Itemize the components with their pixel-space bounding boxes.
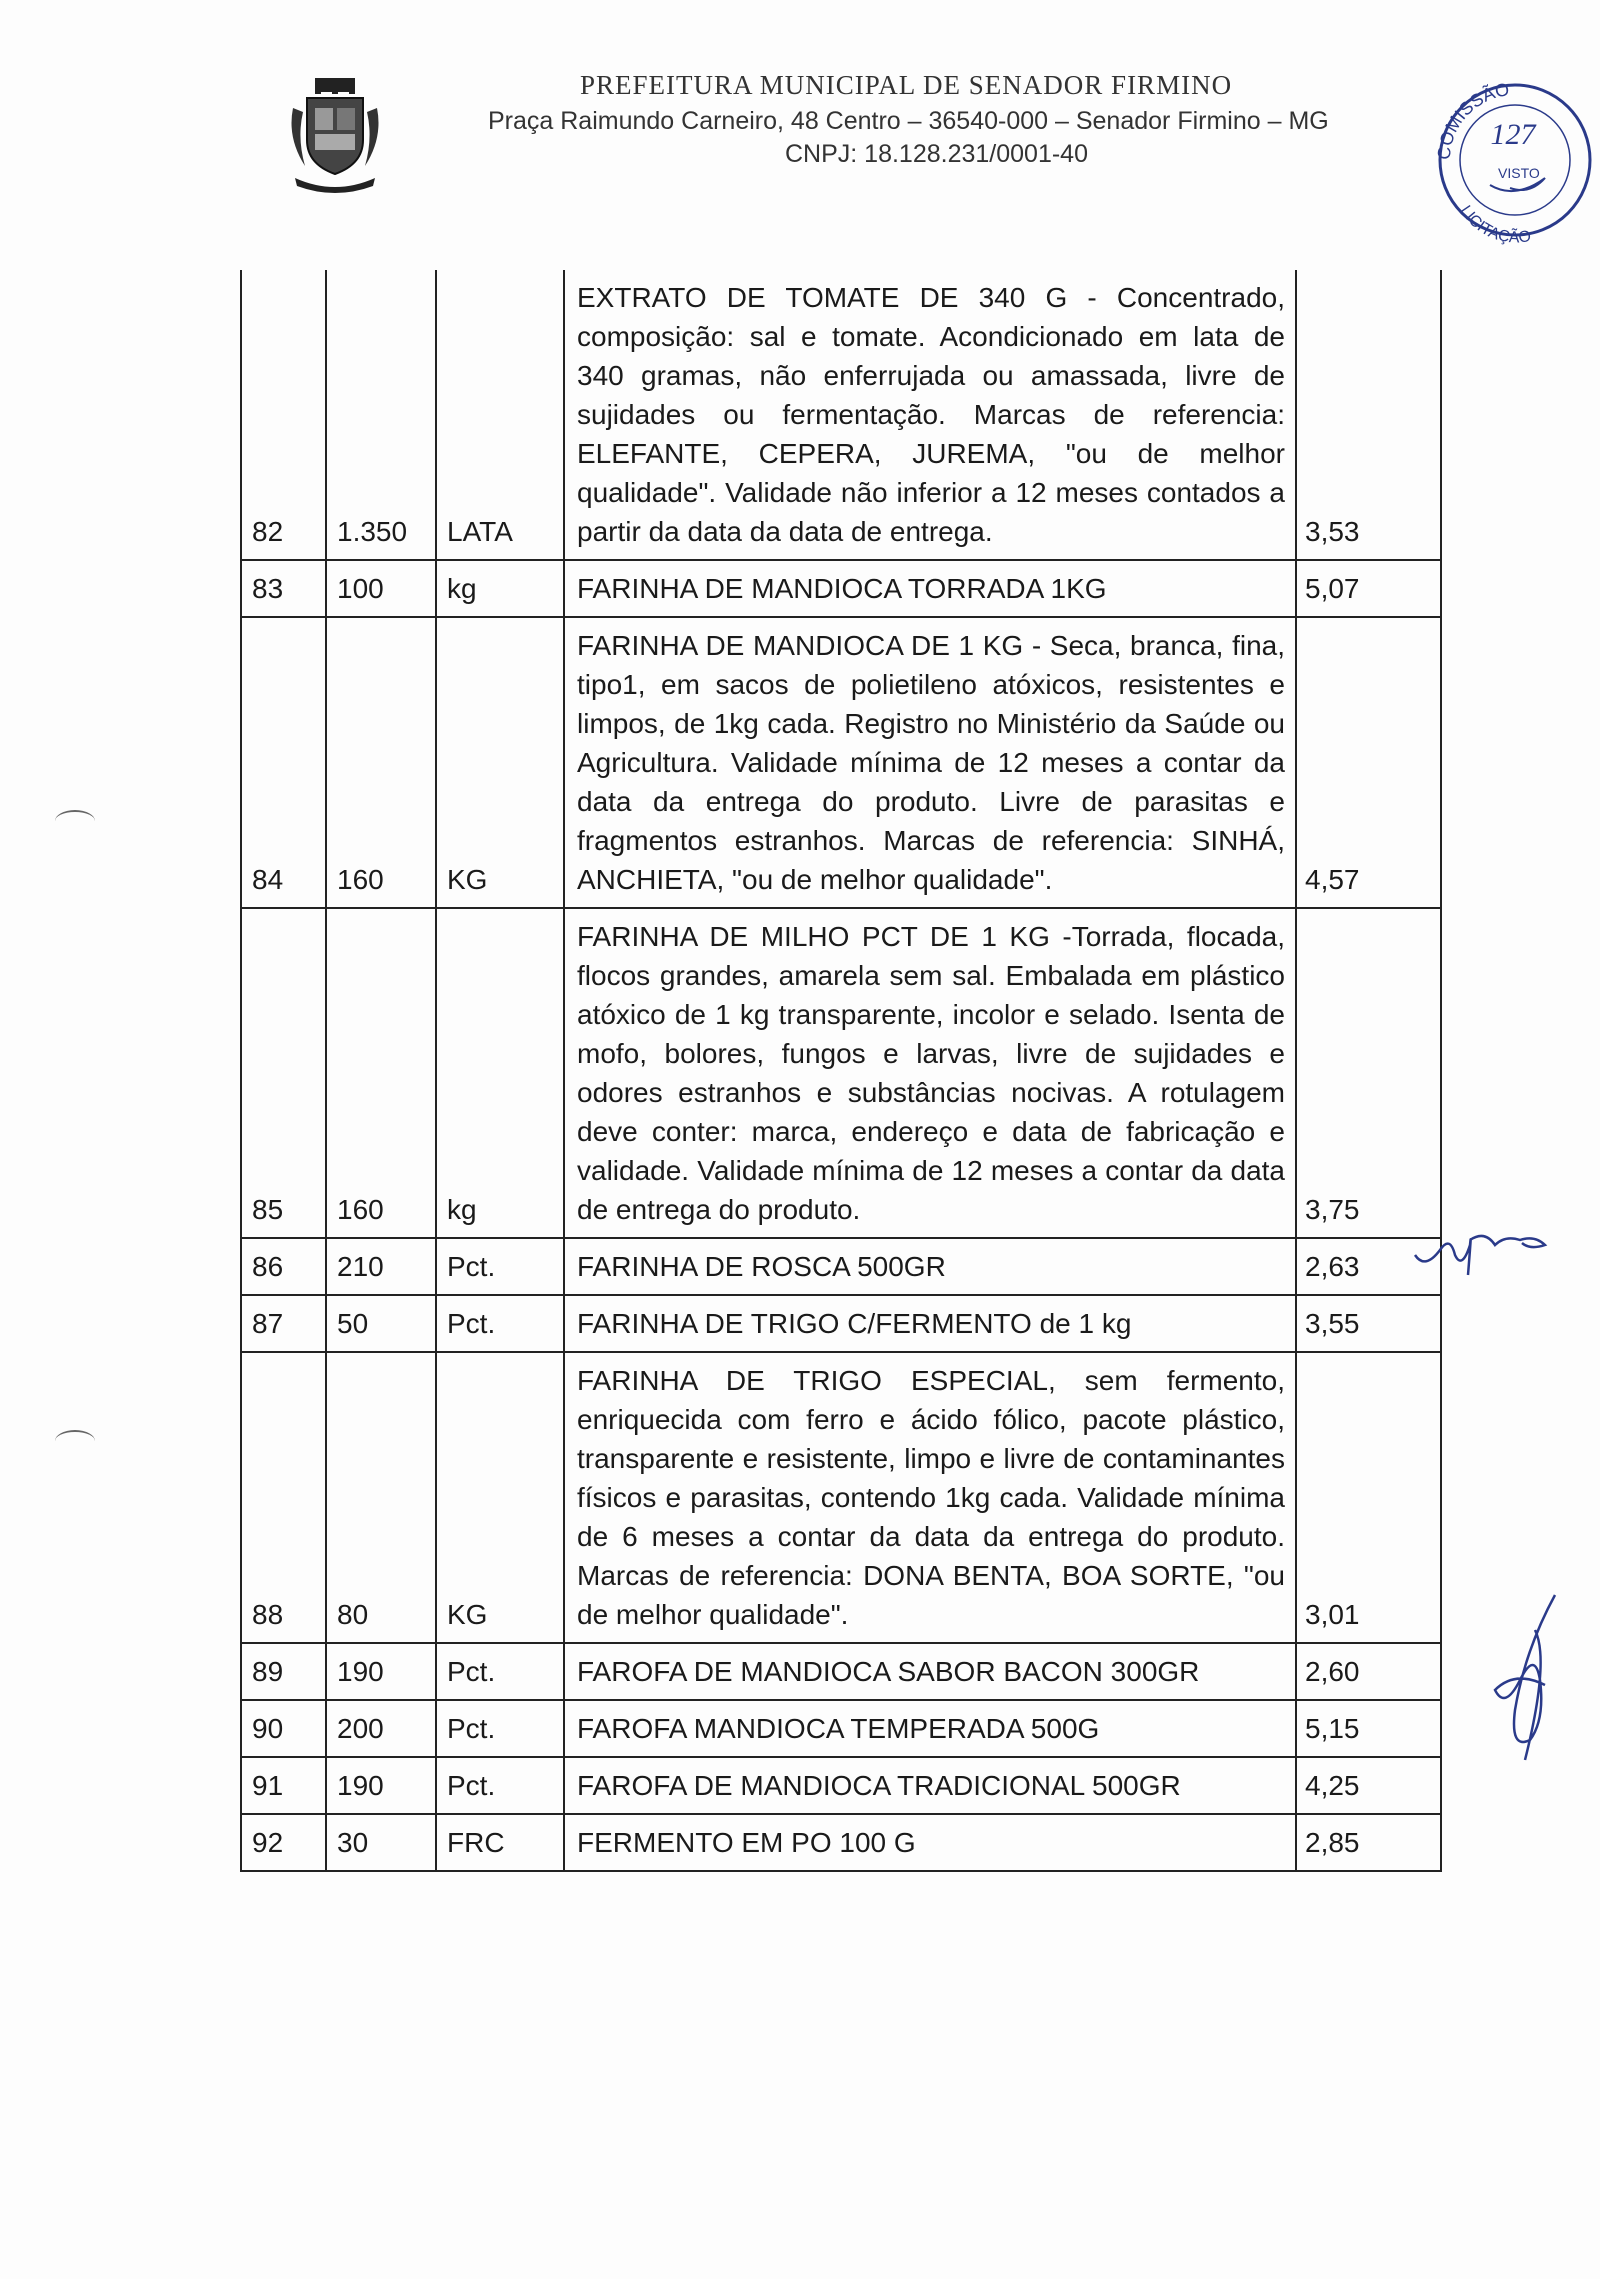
unit-cell: Pct. xyxy=(436,1238,564,1295)
price-cell: 3,53 xyxy=(1296,270,1441,560)
price-cell: 5,15 xyxy=(1296,1700,1441,1757)
table-row xyxy=(241,908,1441,1238)
item-number-cell: 85 xyxy=(241,908,326,1238)
item-number-cell: 84 xyxy=(241,617,326,908)
description-cell: FAROFA MANDIOCA TEMPERADA 500G xyxy=(564,1700,1296,1757)
price-cell: 3,01 xyxy=(1296,1352,1441,1643)
municipal-crest-logo xyxy=(285,78,385,196)
quantity-cell: 200 xyxy=(326,1700,436,1757)
description-cell: EXTRATO DE TOMATE DE 340 G - Concentrado, composição: sal e tomate. Acondicionado em lata de 340 gramas, não enferrujada ou amassada, livre de sujidades ou fermentação. Marcas de referencia: ELEFANTE, CEPERA, JUREMA, "ou de melhor qualidade". Validade não inferior a 12 meses contados a partir da data da data de entrega. xyxy=(564,270,1296,560)
table-row xyxy=(241,1814,1441,1871)
table-row xyxy=(241,1238,1441,1295)
letterhead xyxy=(0,0,1600,247)
unit-cell: Pct. xyxy=(436,1643,564,1700)
unit-cell: Pct. xyxy=(436,1295,564,1352)
margin-mark xyxy=(55,1430,95,1452)
description-cell: FARINHA DE TRIGO ESPECIAL, sem fermento, enriquecida com ferro e ácido fólico, pacote plástico, transparente e resistente, limpo e livre de contaminantes físicos e parasitas, contendo 1kg cada. Validade mínima de 6 meses a contar da data da entrega do produto. Marcas de referencia: DONA BENTA, BOA SORTE, "ou de melhor qualidade". xyxy=(564,1352,1296,1643)
item-number-cell: 90 xyxy=(241,1700,326,1757)
table-row xyxy=(241,1352,1441,1643)
price-cell: 3,55 xyxy=(1296,1295,1441,1352)
quantity-cell: 1.350 xyxy=(326,270,436,560)
items-body xyxy=(241,270,1441,1871)
unit-cell: LATA xyxy=(436,270,564,560)
price-cell: 3,75 xyxy=(1296,908,1441,1238)
quantity-cell: 190 xyxy=(326,1643,436,1700)
table-row xyxy=(241,1295,1441,1352)
stamp-top-text: COMISSÃO xyxy=(1433,79,1511,161)
item-number-cell: 88 xyxy=(241,1352,326,1643)
quantity-cell: 190 xyxy=(326,1757,436,1814)
item-number-cell: 91 xyxy=(241,1757,326,1814)
description-cell: FARINHA DE MILHO PCT DE 1 KG -Torrada, flocada, flocos grandes, amarela sem sal. Embalada em plástico atóxico de 1 kg transparente, incolor e selado. Isenta de mofo, bolores, fungos e larvas, livre de sujidades e odores estranhos e substâncias nocivas. A rotulagem deve conter: marca, endereço e data de fabricação e validade. Validade mínima de 12 meses a contar da data de entrega do produto. xyxy=(564,908,1296,1238)
signature xyxy=(1485,1590,1575,1770)
description-cell: FERMENTO EM PO 100 G xyxy=(564,1814,1296,1871)
initials-signature xyxy=(1410,1195,1560,1285)
description-cell: FAROFA DE MANDIOCA TRADICIONAL 500GR xyxy=(564,1757,1296,1814)
table-row xyxy=(241,270,1441,560)
price-cell: 5,07 xyxy=(1296,560,1441,617)
item-number-cell: 89 xyxy=(241,1643,326,1700)
stamp-number: 127 xyxy=(1490,118,1536,151)
unit-cell: KG xyxy=(436,617,564,908)
quantity-cell: 50 xyxy=(326,1295,436,1352)
description-cell: FARINHA DE MANDIOCA TORRADA 1KG xyxy=(564,560,1296,617)
stamp-label: VISTO xyxy=(1498,165,1540,181)
header-title: PREFEITURA MUNICIPAL DE SENADOR FIRMINO xyxy=(580,70,1233,100)
table-row xyxy=(241,1757,1441,1814)
unit-cell: Pct. xyxy=(436,1757,564,1814)
item-number-cell: 82 xyxy=(241,270,326,560)
unit-cell: kg xyxy=(436,908,564,1238)
description-cell: FARINHA DE MANDIOCA DE 1 KG - Seca, branca, fina, tipo1, em sacos de polietileno atóxicos, resistentes e limpos, de 1kg cada. Registro no Ministério da Saúde ou Agricultura. Validade mínima de 12 meses a contar da data da entrega do produto. Livre de parasitas e fragmentos estranhos. Marcas de referencia: SINHÁ, ANCHIETA, "ou de melhor qualidade". xyxy=(564,617,1296,908)
unit-cell: FRC xyxy=(436,1814,564,1871)
items-table xyxy=(240,270,1442,1872)
price-cell: 2,85 xyxy=(1296,1814,1441,1871)
quantity-cell: 160 xyxy=(326,617,436,908)
description-cell: FARINHA DE ROSCA 500GR xyxy=(564,1238,1296,1295)
quantity-cell: 30 xyxy=(326,1814,436,1871)
price-cell: 2,63 xyxy=(1296,1238,1441,1295)
table-row xyxy=(241,1643,1441,1700)
quantity-cell: 210 xyxy=(326,1238,436,1295)
price-cell: 4,57 xyxy=(1296,617,1441,908)
item-number-cell: 86 xyxy=(241,1238,326,1295)
description-cell: FAROFA DE MANDIOCA SABOR BACON 300GR xyxy=(564,1643,1296,1700)
unit-cell: kg xyxy=(436,560,564,617)
price-cell: 2,60 xyxy=(1296,1643,1441,1700)
table-row xyxy=(241,617,1441,908)
price-cell: 4,25 xyxy=(1296,1757,1441,1814)
margin-mark xyxy=(55,810,95,832)
quantity-cell: 160 xyxy=(326,908,436,1238)
table-row xyxy=(241,1700,1441,1757)
unit-cell: Pct. xyxy=(436,1700,564,1757)
item-number-cell: 83 xyxy=(241,560,326,617)
item-number-cell: 92 xyxy=(241,1814,326,1871)
svg-text:LICITAÇÃO xyxy=(1457,203,1533,247)
item-number-cell: 87 xyxy=(241,1295,326,1352)
table-row xyxy=(241,560,1441,617)
quantity-cell: 100 xyxy=(326,560,436,617)
header-cnpj: CNPJ: 18.128.231/0001-40 xyxy=(785,140,1088,168)
description-cell: FARINHA DE TRIGO C/FERMENTO de 1 kg xyxy=(564,1295,1296,1352)
header-address: Praça Raimundo Carneiro, 48 Centro – 36540-000 – Senador Firmino – MG xyxy=(488,107,1329,135)
stamp-bottom-text: LICITAÇÃO xyxy=(1456,202,1533,247)
quantity-cell: 80 xyxy=(326,1352,436,1643)
commission-stamp xyxy=(1430,60,1600,260)
unit-cell: KG xyxy=(436,1352,564,1643)
